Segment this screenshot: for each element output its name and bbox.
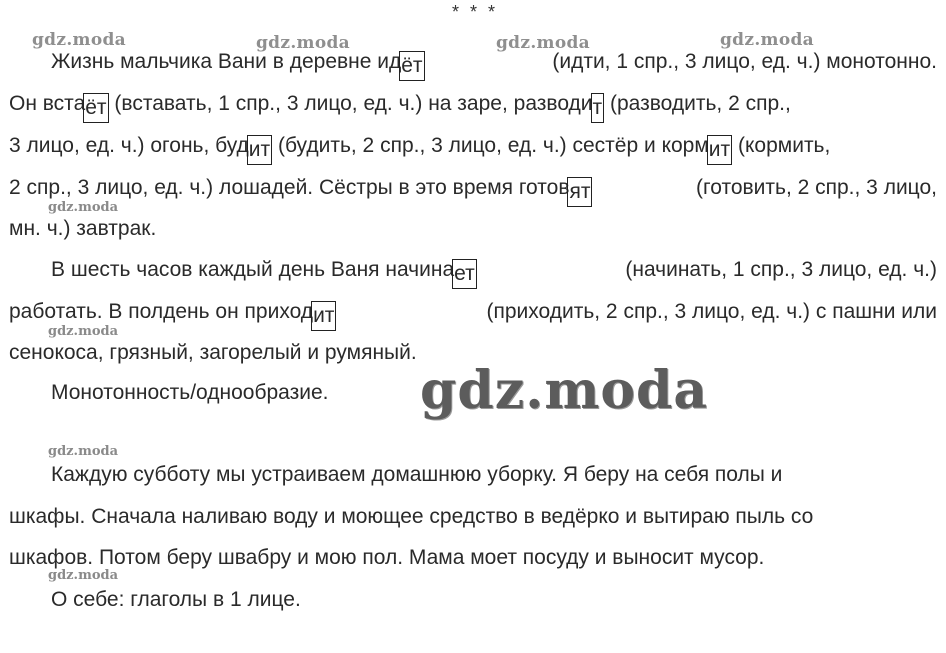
watermark: gdz.moda	[48, 200, 119, 215]
verb-ending-box: ет	[452, 259, 477, 289]
text-line: 3 лицо, ед. ч.) огонь, будит (будить, 2 спр., 3 лицо, ед. ч.) сестёр и кормит (кормить,	[9, 134, 937, 165]
text-line: сенокоса, грязный, загорелый и румяный.	[9, 341, 417, 364]
verb-ending-box: ит	[707, 135, 732, 165]
text-line	[51, 463, 937, 487]
answer-line: Монотонность/однообразие.	[51, 381, 329, 404]
text-line: В шесть часов каждый день Ваня начинает (начинать, 1 спр., 3 лицо, ед. ч.)	[51, 258, 937, 289]
text-line: шкафов. Потом беру швабру и мою пол. Мама моет посуду и выносит мусор.	[9, 546, 765, 569]
text-line: работать. В полдень он приходит (приходить, 2 спр., 3 лицо, ед. ч.) с пашни или	[9, 300, 937, 331]
watermark: gdz.moda	[32, 30, 126, 50]
watermark: gdz.moda	[48, 324, 119, 339]
text-line: мн. ч.) завтрак.	[9, 217, 157, 240]
verb-ending-box: т	[591, 93, 605, 123]
text-justified: Каждую субботу мы устраиваем домашнюю уборку. Я беру на себя полы и	[51, 463, 783, 486]
watermark-large: gdz.moda	[420, 360, 709, 421]
verb-ending-box: ят	[567, 177, 592, 207]
text-line: Он встаёт (вставать, 1 спр., 3 лицо, ед. ч.) на заре, разводит (разводить, 2 спр.,	[9, 92, 895, 123]
watermark: gdz.moda	[720, 30, 814, 50]
watermark: gdz.moda	[496, 33, 590, 53]
watermark: gdz.moda	[256, 33, 350, 53]
watermark: gdz.moda	[48, 568, 119, 583]
answer-line: О себе: глаголы в 1 лице.	[51, 588, 301, 611]
verb-ending-box: ит	[311, 301, 336, 331]
text-line: Жизнь мальчика Вани в деревне идёт (идти, 1 спр., 3 лицо, ед. ч.) монотонно.	[51, 50, 937, 81]
verb-ending-box: ит	[247, 135, 272, 165]
text-line: шкафы. Сначала наливаю воду и моющее средство в ведёрко и вытираю пыль со	[9, 505, 814, 528]
section-separator-stars: * * *	[452, 2, 499, 22]
verb-ending-box: ёт	[399, 51, 424, 81]
text-line: 2 спр., 3 лицо, ед. ч.) лошадей. Сёстры в это время готовят (готовить, 2 спр., 3 лицо,	[9, 176, 937, 207]
verb-ending-box: ёт	[83, 93, 108, 123]
watermark: gdz.moda	[48, 444, 119, 459]
